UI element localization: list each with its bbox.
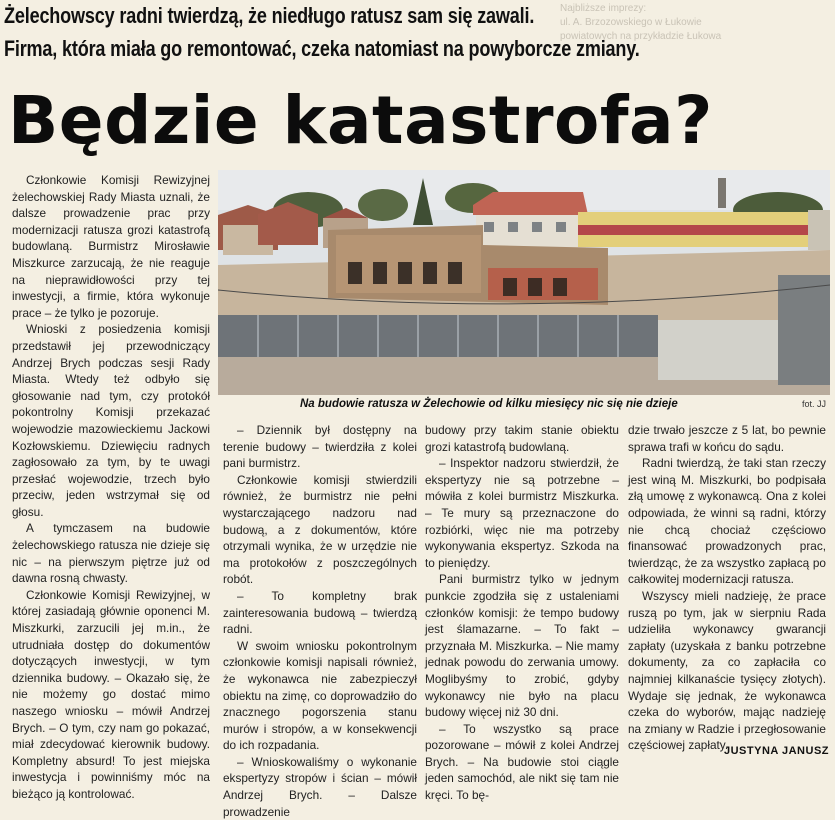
paragraph: Członkowie Komisji Rewizyjnej, w której zasiadają głównie oponenci M. Miszkurki, zarzucili jej m.in., że utrudniała dostęp do dokumentów dotyczących inwestycji, w tym dziennika budowy. – Okazało się, że nie możemy go dostać mimo naszego wniosku – mówił Andrzej Brych. – O tym, czy nam go pokazać, miał zdecydować kierownik budowy. Kompletny absurd! To jest miejska inwestycja i powinniśmy móc na bieżąco ją kontrolować. xyxy=(12,587,210,801)
paragraph: Wszyscy mieli nadzieję, że prace ruszą po tym, jak w sierpniu Rada udzieliła wykonawcy gwarancji zapłaty (uzyskała z banku potrzebne dokumenty, za co zapłaciła co najmniej kilkanaście tysięcy złotych). Wydaje się jednak, że wykonawca czeka do wyborów, mając nadzieję na zmiany w Radzie i przegłosowanie częściowej zapłaty. xyxy=(628,588,826,753)
paragraph: A tymczasem na budowie żelechowskiego ratusza nie dzieje się nic – na pierwszym piętrze już od dawna rosną chwasty. xyxy=(12,521,210,586)
paragraph: W swoim wniosku pokontrolnym członkowie komisji napisali również, że wykonawca nie zabezpieczył obiektu na zimę, co doprowadziło do znacznego pogorszenia stanu murów i stropów, a w konsekwencji do ich rozpadania. xyxy=(223,638,417,753)
paragraph: – Dziennik był dostępny na terenie budowy – twierdziła z kolei pani burmistrz. xyxy=(223,423,417,471)
author-byline: JUSTYNA JANUSZ xyxy=(724,745,829,757)
paragraph: Pani burmistrz tylko w jednym punkcie zgodziła się z ustaleniami członków komisji: że tempo budowy jest ślamazarne. – To fakt – przyznała M. Miszkurka. – Nie mamy jednak powodu do zerwania umowy. Moglibyśmy to zrobić, gdyby wykonawcy nie było na placu budowy więcej niż 30 dni. xyxy=(425,572,619,720)
construction-site-photo xyxy=(218,170,830,395)
paragraph: budowy przy takim stanie obiektu grozi katastrofą budowlaną. xyxy=(425,423,619,454)
background-bleed-text: Najbliższe imprezy: ul. A. Brzozowskiego w Łukowie powiatowych na przykładzie Łukowa xyxy=(560,3,722,42)
paragraph: – To kompletny brak zainteresowania budową – twierdzą radni. xyxy=(223,588,417,637)
headline: Będzie katastrofa? xyxy=(8,82,713,159)
paragraph: – Wnioskowaliśmy o wykonanie ekspertyzy stropów i ścian – mówił Andrzej Brych. – Dalsze prowadzenie xyxy=(223,754,417,819)
article-column-3 xyxy=(425,422,619,804)
paragraph: Członkowie komisji stwierdzili również, że burmistrz nie pełni wystarczającego nadzoru nad budową, a z dokumentów, które otrzymali wynika, że w urzędzie nie ma protokołów z poszczególnych robót. xyxy=(223,472,417,587)
photo-credit: fot. JJ xyxy=(802,399,827,409)
paragraph: Członkowie Komisji Rewizyjnej żelechowskiej Rady Miasta uznali, że dalsze prowadzenie prac przy modernizacji ratusza grozi katastrofą budowlaną. Burmistrz Mirosławie Miszkurce zarzucają, że nie reaguje na nieprawidłowości przy tej inwestycji, a firmie, która wykonuje prace – że tylko je pozoruje. xyxy=(12,173,210,320)
paragraph: Wnioski z posiedzenia komisji przedstawił jej przewodniczący Andrzej Brych podczas sesji Rady Miasta. Wtedy też odbyło się głosowanie nad tym, czy protokół pokontrolny Komisji przekazać wojewodzie mazowieckiemu Jackowi Kozłowskiemu. Dziewięciu radnych zagłosowało za tym, by te uwagi przesłać wojewodzie, trzech było przeciw, jeden wstrzymał się od głosu. xyxy=(12,322,210,519)
subheadline-line-1: Żelechowscy radni twierdzą, że niedługo ratusz sam się zawali. xyxy=(4,3,535,28)
paragraph: – Inspektor nadzoru stwierdził, że ekspertyzy nie są potrzebne – mówiła z kolei burmistrz Miszkurka. – Te mury są przeznaczone do rozbiórki, więc nie ma potrzeby wykonywania ekspertyz. Szkoda na to pieniędzy. xyxy=(425,456,619,570)
subheadline-line-2: Firma, która miała go remontować, czeka natomiast na powyborcze zmiany. xyxy=(4,36,640,61)
paragraph: Radni twierdzą, że taki stan rzeczy jest winą M. Miszkurki, bo podpisała złą umowę z wykonawcą. Ona z kolei odpowiada, że winni są radni, którzy nie chcą chociaż częściowo finansować prowadzonych prac, twierdząc, że za wszystko zapłacą po całkowitej modernizacji ratusza. xyxy=(628,456,826,587)
article-column-4 xyxy=(628,422,826,754)
photo-caption: Na budowie ratusza w Żelechowie od kilku miesięcy nic się nie dzieje xyxy=(300,398,678,410)
paragraph: dzie trwało jeszcze z 5 lat, bo pewnie sprawa trafi w końcu do sądu. xyxy=(628,423,826,454)
paragraph: – To wszystko są prace pozorowane – mówił z kolei Andrzej Brych. – Na budowie stoi ciągle jeden samochód, ale nikt się tam nie kręci. To bę- xyxy=(425,721,619,803)
article-column-1 xyxy=(12,172,210,803)
article-column-2 xyxy=(223,422,417,820)
